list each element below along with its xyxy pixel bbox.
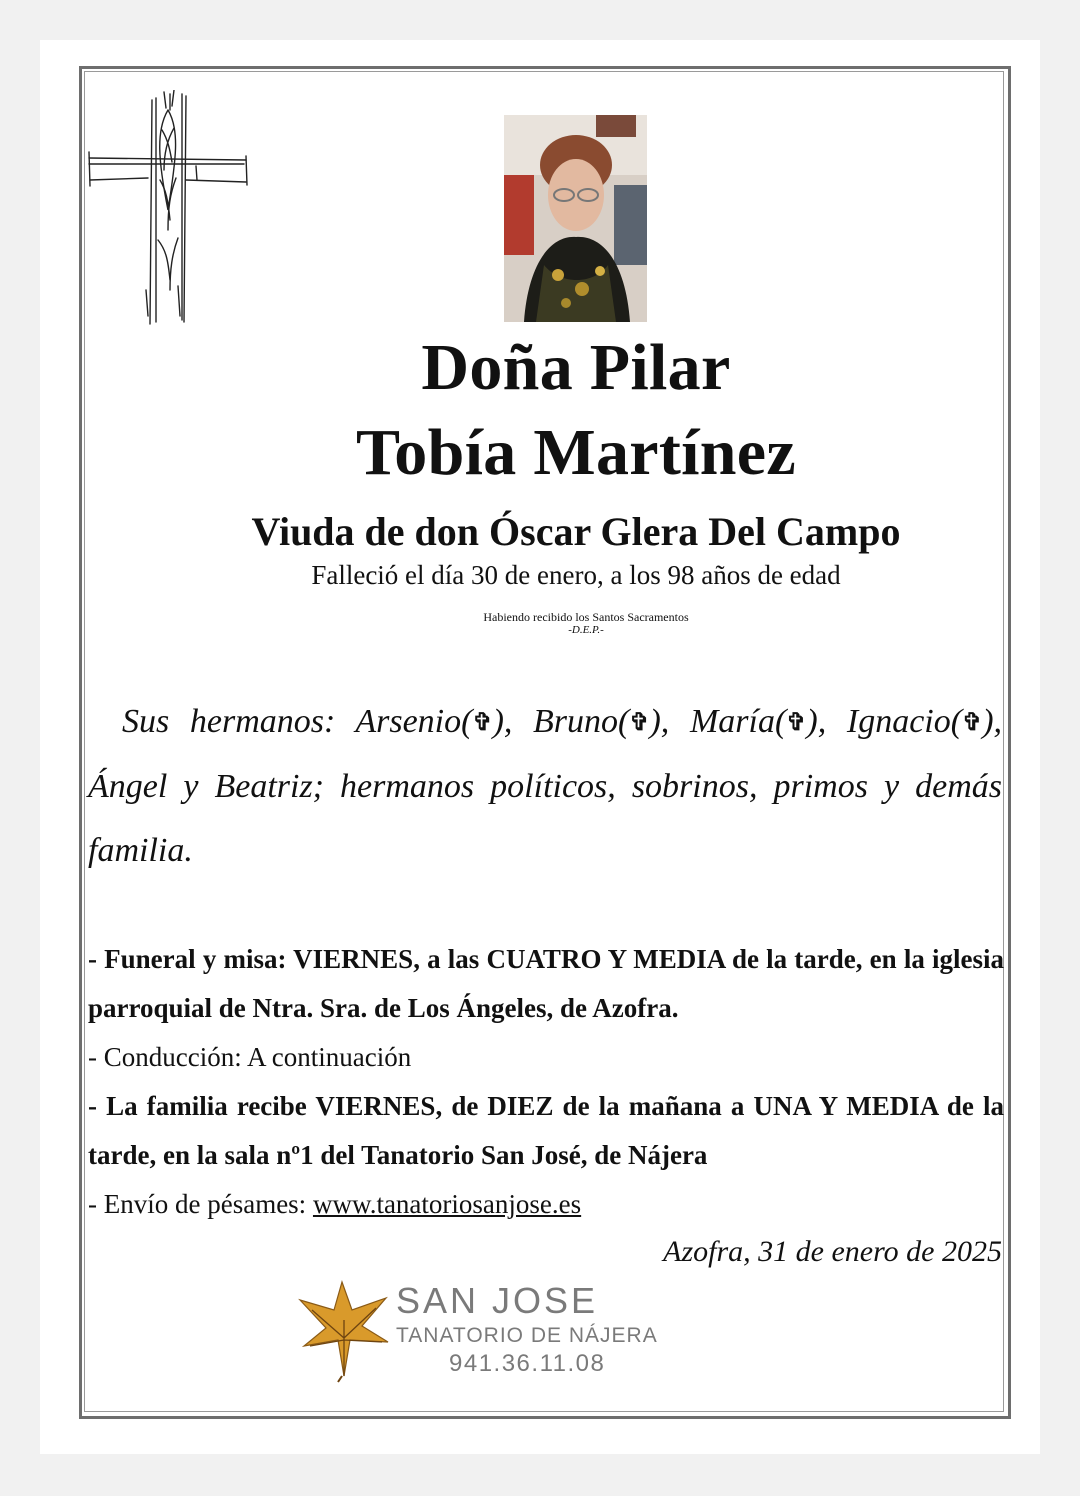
deceased-name-line1: Doña Pilar (421, 331, 731, 404)
sacraments-note (86, 611, 1080, 637)
family-paragraph (88, 690, 1002, 883)
leaf-logo-icon (298, 1280, 390, 1384)
logo-subtitle: TANATORIO DE NÁJERA (396, 1324, 658, 1347)
logo-title: SAN JOSE (396, 1280, 599, 1321)
family-text-5: ), Ángel y Beatriz; hermanos políticos, sobrinos, primos y demás familia. (88, 703, 1003, 869)
funeral-info: - Funeral y misa: VIERNES, a las CUATRO Y MEDIA de la tarde, en la iglesia parroquial de Ntra. Sra. de Los Ángeles, de Azofra. (88, 944, 1004, 1023)
sacraments-text: Habiendo recibido los Santos Sacramentos (483, 610, 689, 624)
condolences-info (88, 1180, 1004, 1229)
service-info (88, 935, 1004, 1229)
cross-icon (86, 90, 251, 326)
reception-info: - La familia recibe VIERNES, de DIEZ de la mañana a UNA Y MEDIA de la tarde, en la sala nº1 del Tanatorio San José, de Nájera (88, 1091, 1004, 1170)
condolences-link[interactable]: www.tanatoriosanjose.es (312, 1189, 582, 1219)
widow-of: Viuda de don Óscar Glera Del Campo (251, 509, 901, 554)
cross-mark-icon: ✞ (629, 710, 650, 736)
cross-mark-icon: ✞ (962, 710, 983, 736)
family-text-4: ), Ignacio( (806, 703, 963, 740)
cross-mark-icon: ✞ (472, 710, 493, 736)
family-text-3: ), María( (649, 703, 787, 740)
logo-phone: 941.36.11.08 (449, 1350, 606, 1377)
conduction-info: - Conducción: A continuación (88, 1042, 412, 1072)
cross-mark-icon: ✞ (786, 710, 807, 736)
dep-text: -D.E.P.- (568, 624, 604, 636)
place-date: Azofra, 31 de enero de 2025 (663, 1235, 1002, 1268)
deceased-name-line2: Tobía Martínez (356, 416, 796, 489)
death-info: Falleció el día 30 de enero, a los 98 años de edad (311, 560, 841, 590)
portrait-photo (504, 115, 647, 322)
condolences-label: - Envío de pésames: (88, 1189, 313, 1219)
family-text-2: ), Bruno( (492, 703, 630, 740)
family-text-1: Sus hermanos: Arsenio( (122, 703, 473, 740)
